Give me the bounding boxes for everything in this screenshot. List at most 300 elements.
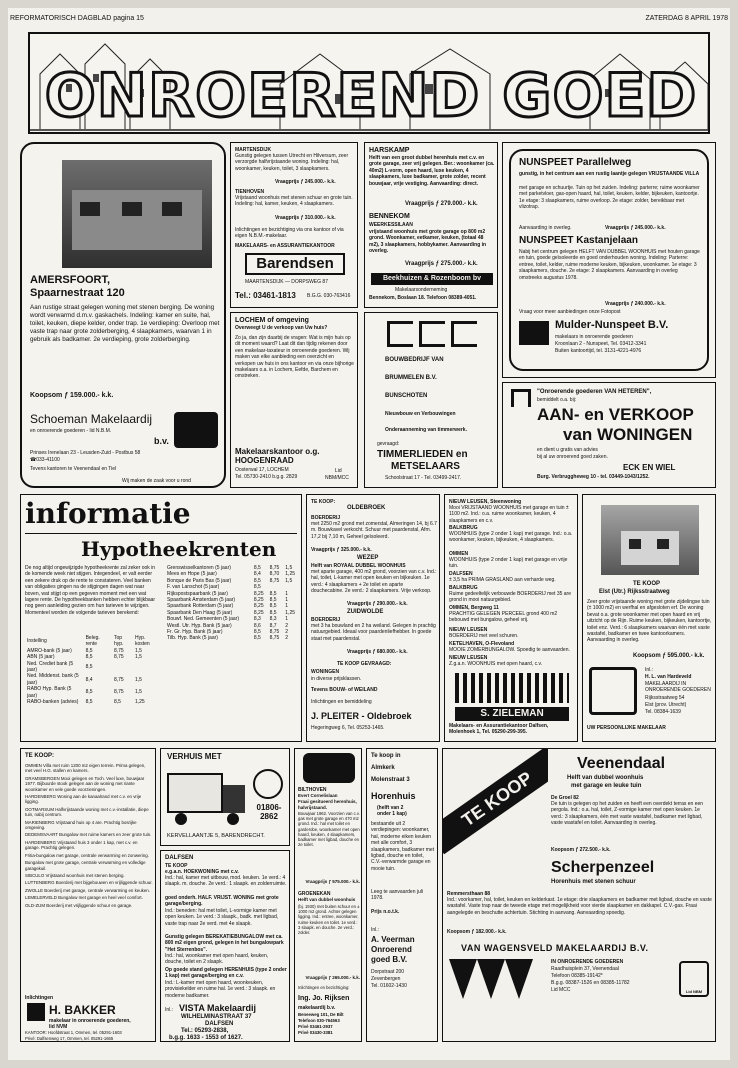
listing-item: Fritia-bungalow met garage, centrale verwarming en zonwering. bbox=[25, 852, 149, 858]
rates-cell: Spaarbank Rotterdam (5 jaar) bbox=[167, 603, 234, 610]
wezep-t2: met aparte garage, 400 m2 grond, voorzien van c.v. Ind.: hal, toilet, L-kamer met open keuken en bijkeuken. 1e verd.: 4 slaapkamers + 2e toilet en aparte douchecabine. 2e verd.: 2 slaapkamers. Vrije verkoop. bbox=[311, 569, 437, 595]
col-header: Top hyp. bbox=[113, 635, 124, 648]
rates-cell: 8,5 bbox=[85, 699, 93, 706]
vista-phone: Tel.: 05293-2838, bbox=[181, 1028, 229, 1034]
truck-illustration bbox=[167, 765, 247, 825]
hardeveld-phone: Tel. 08384-1639 bbox=[645, 709, 681, 715]
groenekan-p2: Vraagprijs ƒ 265.000.- k.k. bbox=[305, 975, 360, 980]
rates-cell: 8,3 bbox=[269, 616, 277, 623]
rates-cell: 8,75 bbox=[113, 676, 124, 683]
marten-info: Inlichtingen en bezichtiging via ons kantoor of via eigen N.B.M.-makelaar. bbox=[235, 227, 344, 240]
listing-item: OLD-ZUM Boerderij met vrijliggende schuur en garage. bbox=[25, 902, 133, 908]
dalfsen-t2: Ind.: beneden: hal met toilet, L-vormige kamer met open keuken. 1e verd.: 3 slaapk., badk. met ligbad, vaste trap naar 2e verd. met 4e slaapk. bbox=[165, 908, 279, 927]
bbb-city: BUNSCHOTEN bbox=[385, 393, 428, 399]
rates-cell: 8,6 bbox=[253, 622, 261, 629]
listing-item: ZWOLLE Boerderij met garage, centrale verwarming en keuken. bbox=[25, 887, 150, 893]
lochem-lid: Lid bbox=[335, 468, 342, 474]
oldebroek-h1: BOERDERIJ bbox=[311, 515, 341, 521]
veenendaal-p1: Koopsom ƒ 272.500.- k.k. bbox=[551, 847, 611, 853]
bbb-address: Schoolstraat 17 - Tel. 03499-2417. bbox=[385, 475, 462, 481]
schoeman-name: Schoeman Makelaardij bbox=[30, 412, 153, 426]
rates-cell: F. van Lanschot (5 jaar) bbox=[167, 584, 220, 591]
vista-phone2: b.g.g. 1633 - 1553 of 1627. bbox=[169, 1035, 243, 1041]
harskamp-head: HARSKAMP bbox=[369, 147, 410, 154]
dalfsen-h1: e.g.a.n. HOEKWONING met c.v. bbox=[165, 869, 239, 875]
leusen-h8: KETELHAVEN, O-Flevoland bbox=[449, 641, 515, 647]
bakker-tk: TE KOOP: bbox=[25, 753, 55, 759]
ad-pleiter bbox=[306, 494, 440, 742]
bilthoven-sub: Evert Cornelislaan bbox=[298, 793, 338, 798]
marten-phone: Tel.: 03461-1813 bbox=[235, 291, 296, 300]
almkerk-l2: Almkerk bbox=[371, 765, 395, 771]
rates-cell: 8,5 bbox=[269, 603, 277, 610]
dalfsen-h4: Op goede stand gelegen HERENHUIS (type 2 onder 1 kap) met garage/berging en c.v. bbox=[165, 967, 287, 980]
bbb-gevraagd: gevraagd: bbox=[377, 441, 400, 447]
rates-cell: 8,5 bbox=[253, 565, 261, 571]
harskamp-text: Helft van een groot dubbel herenhuis met c.v. en grote garage, zeer vrij gelegen. Ber.: woonkamer (ca. 40m2) L-vorm, open haard, luxe keuken, 4 slaapkamers, luxe badkamer, grote zolder, recent bouwjaar, vrije vestiging. Aanvaarding: direct. bbox=[369, 155, 495, 187]
hardeveld-inl: Inl.: bbox=[645, 667, 654, 673]
heteren-logo bbox=[511, 389, 531, 407]
bakker-logo bbox=[27, 1003, 45, 1021]
nunspeet-head2: NUNSPEET Kastanjelaan bbox=[519, 235, 638, 246]
rates-header-row bbox=[25, 635, 161, 648]
header-left: REFORMATORISCH DAGBLAD pagina 15 bbox=[10, 15, 144, 22]
rates-cell: 8,75 bbox=[269, 565, 280, 571]
rates-cell: Bouwf. Ned. Gemeenten (5 jaar) bbox=[167, 616, 239, 623]
nunspeet-price1: Vraagprijs ƒ 245.000.- k.k. bbox=[605, 225, 666, 231]
bilthoven-head: BILTHOVEN bbox=[298, 787, 327, 793]
listing-item: GRAMSBERGEN Mooi gelegen en Toch. Veel luxe, bouwjaar 1977. Bijbuurde stook gelegen aan de woning met riante woonkamer en vele goede voorzieningen. bbox=[25, 775, 145, 792]
rates-rows-right bbox=[165, 565, 299, 642]
hardeveld-bottom: UW PERSOONLIJKE MAKELAAR bbox=[587, 725, 666, 731]
schoeman-sub: en onroerende goederen - lid N.B.M. bbox=[30, 428, 112, 434]
schoeman-address: Prinses Irenelaan 23 - Leusden-Zuid - Postbus 58 bbox=[30, 450, 141, 456]
bennekom-sub: WEERKESSILAAN bbox=[369, 222, 413, 228]
wagensveld-address: Raadhuisplein 37, Veenendaal bbox=[551, 966, 619, 972]
rates-cell: 1 bbox=[285, 603, 289, 610]
dalfsen-h3: Gunstig gelegen BEREKATIEBUNGALOW met ca. 800 m2 eigen grond, gelegen in het bungalowpark "Het Sterrenbos". bbox=[165, 934, 284, 953]
newspaper-page bbox=[8, 8, 730, 1060]
nunspeet-more: Vraag voor meer aanbiedingen onze Fotopost bbox=[519, 309, 621, 315]
leusen-t5: Ruime gedeeltelijk verbouwde BOERDERIJ met 35 are grond in mooi natuurgebied. bbox=[449, 591, 571, 604]
elst-text: Zeer grote vrijstaande woning met grote zijdelingse tuin (± 1000 m2) en werfhal en afgesloten erf. De woning bevat o.a. grote woonkamer met open haard en vrij uitzicht op de Rijn. Ruime keuken, bijkeuken, kantoortje, toilet enz. Verd.: 6 slaapkamers waarvan één met vaste wastafel, badkamer en twee kantoorkamers. Aanvaarding in overleg. bbox=[587, 599, 712, 644]
rates-cell bbox=[133, 661, 161, 674]
pleiter-firm: J. PLEITER - Oldebroek bbox=[311, 711, 412, 721]
rates-cell: Ned. Middenst. bank (5 jaar) bbox=[27, 673, 79, 686]
vista-city: DALFSEN bbox=[205, 1021, 234, 1027]
wezep-h2: Helft van ROYAAL DUBBEL WOONHUIS bbox=[311, 563, 406, 569]
veenendaal-head: Veenendaal bbox=[577, 755, 666, 772]
ad-mulder-nunspeet bbox=[502, 142, 716, 378]
rates-cell: 8,25 bbox=[253, 609, 264, 616]
rates-cell: 8,75 bbox=[113, 647, 124, 654]
marten-head2: TIENHOVEN bbox=[235, 189, 265, 195]
ad-van-hardeveld bbox=[582, 494, 716, 742]
villa-photo bbox=[601, 505, 699, 575]
bakker-lid: lid NVM bbox=[49, 1024, 68, 1030]
rates-cell: 8,5 bbox=[253, 577, 261, 584]
rates-cell: 1,5 bbox=[134, 689, 142, 696]
oldebroek-t6: Inlichtingen en bemiddeling bbox=[311, 699, 372, 705]
informatie-hypotheekrenten bbox=[20, 494, 302, 742]
heteren-line1: "Onroerende goederen VAN HETEREN", bbox=[537, 389, 652, 395]
listing-item: DEDEMSVAART Bungalow met ruime kamers en zeer grote tuin. bbox=[25, 832, 152, 838]
veenendaal-t1: De tuin is gelegen op het zuiden en heeft een overdekt terras en een pergola. Ind.: o.a. hal, toilet, Z-vormige kamer met open keuken. 1e verd.: 3 slaapkamers, één met vaste wastafel, badkamer met ligbad, vaste wastafel en toilet. Aanvaarding in overleg. bbox=[551, 801, 704, 827]
hardeveld-sub: MAKELAARDIJ IN ONROERENDE GOEDEREN bbox=[645, 681, 711, 694]
almkerk-l5: (helft van 2 bbox=[377, 805, 404, 811]
leusen-h2: BALKBRUG bbox=[449, 525, 478, 531]
leusen-t6: PRACHTIG GELEGEN PERCEEL grond 400 m2 bebouwd met bungalow, geheel vrij. bbox=[449, 611, 558, 624]
elst-tk: TE KOOP bbox=[633, 581, 661, 587]
scherpenzeel-head: Scherpenzeel bbox=[551, 859, 655, 876]
veerman-firm3: goed B.V. bbox=[371, 955, 408, 964]
amersfoort-text: Aan rustige straat gelegen woning met stenen berging. De woning wordt verwarmd d.m.v. gaskachels. Indeling: kamer en suite, hal, toilet, keuken, diepe kelder, onder trap. 1e verdieping: Overloop met vaste trap naar grote zolderberging, 4 slaapkamers, waarvan 1 in gebruik als badkamer. 2e verdieping, grote zolderberging. bbox=[30, 304, 220, 343]
rates-cell: 8,5 bbox=[85, 654, 93, 661]
wagensveld-logo bbox=[449, 959, 535, 1005]
bbb-sub2: Onderaanneming van timmerwerk. bbox=[385, 427, 467, 433]
wagensveld-phone: Telefoon 08385-19142* bbox=[551, 973, 603, 979]
vista-firm: VISTA Makelaardij bbox=[179, 1003, 257, 1013]
lochem-text: Zo ja, dan zijn daarbij de vragen: Wat is mijn huis op dit moment waard? Laat dit dan tijdig rekenen door een makelaar-taxateur in onroerende goederen. Wij maken van elke aanbieding een overzicht en verkopen uw huis in ons kantoor en via onze bijhorige makelaars o.a. in Lochem, Eefde, Barchem en omstreken. bbox=[235, 335, 354, 380]
wezep-p2: Vraagprijs ƒ 290.000.- k.k. bbox=[347, 601, 408, 607]
rijksen-firm: Ing. Jo. Rijksen bbox=[298, 995, 350, 1002]
marten-price2: Vraagprijs ƒ 310.000.- k.k. bbox=[275, 215, 336, 221]
schoeman-slogan: Wij maken de zaak voor u rond bbox=[122, 478, 191, 484]
bilthoven-t1: Bouwjaar 1962. Voorzien van c.v. gas met grote garage en 470 m2 grond. Ind.: hal met toilet en garderobe, woonkamer met open haard, keuken, 4 slaapkamers, badkamer met ligbad, douche en 2e toilet. bbox=[298, 811, 360, 848]
rates-rows-left bbox=[25, 648, 161, 706]
schoeman-phone: ☎033-41100 bbox=[30, 457, 60, 463]
banner bbox=[28, 32, 710, 134]
rates-cell: 8,7 bbox=[269, 622, 277, 629]
vista-address: WILHELMINASTRAAT 37 bbox=[181, 1014, 252, 1020]
rates-cell: RABO Hyp. Bank (5 jaar) bbox=[27, 686, 72, 699]
house-photo bbox=[62, 160, 212, 268]
oldebroek-t4: in diverse prijsklassen. bbox=[311, 676, 362, 682]
rates-cell: Spaarbank Den Haag (5 jaar) bbox=[167, 609, 233, 616]
leusen-h1: NIEUW LEUSEN, Steenwoning bbox=[449, 499, 522, 505]
rates-cell: 8,25 bbox=[253, 597, 264, 604]
nunspeet-sub1: gunstig, in het centrum aan een rustig laantje gelegen VRIJSTAANDE VILLA bbox=[519, 171, 700, 177]
leusen-t9: Z.g.a.n. WOONHUIS met open haard, c.v. bbox=[449, 661, 542, 667]
nbm-badge-label: Lid NBM bbox=[685, 989, 703, 994]
almkerk-aanv: Leeg te aanvaarden juli 1978. bbox=[371, 889, 423, 902]
verhuis-head: VERHUIS MET bbox=[167, 752, 222, 761]
listing-item: LEMELERVELD Bungalow met garage en heel veel comfort. bbox=[25, 895, 143, 901]
ad-vista bbox=[160, 850, 290, 1042]
groenekan-h2: Helft van dubbel woonhuis bbox=[298, 897, 356, 902]
schoeman-bv: b.v. bbox=[154, 436, 169, 446]
hardeveld-logo bbox=[589, 667, 637, 715]
rates-cell: 1,5 bbox=[285, 577, 293, 584]
rates-row bbox=[165, 635, 299, 641]
ad-rijksen bbox=[294, 748, 362, 1042]
vista-inl: Inl.: bbox=[165, 1007, 174, 1013]
ad-van-brummelen bbox=[364, 312, 498, 488]
rates-cell: 8,5 bbox=[269, 590, 277, 597]
listing-item: HARDENBERG Woning aan de kanaalrand met c.v. en vrije ligging. bbox=[25, 794, 142, 805]
schoeman-footer: Tevens kantoren te Veenendaal en Tiel bbox=[30, 466, 117, 472]
oldebroek-p1: Vraagprijs ƒ 325.000.- k.k. bbox=[311, 547, 372, 553]
rates-cell bbox=[112, 661, 133, 674]
leusen-t2: WOONHUIS (type 2 onder 1 kap) met garage. Ind.: o.a. woonkamer, keuken, bijkeuken, 4 slaapkamers. bbox=[449, 531, 573, 544]
rijksen-sub: makelaardij b.v. bbox=[298, 1005, 336, 1011]
mulder-logo bbox=[519, 321, 549, 345]
verhuis-address: KERVELLAANTJE 5, BARENDRECHT. bbox=[167, 833, 265, 839]
veerman-firm: A. Veerman bbox=[371, 935, 415, 944]
rates-cell: 1 bbox=[285, 590, 289, 597]
rates-cell: Ned. Crediet bank (5 jaar) bbox=[27, 660, 74, 674]
rates-row bbox=[25, 661, 161, 674]
rates-cell: 8,75 bbox=[113, 689, 124, 696]
lochem-lid2: NBM/MCC bbox=[325, 475, 349, 481]
rijksen-phone3: Privé 03430-3381 bbox=[298, 1030, 333, 1035]
bennekom-head: BENNEKOM bbox=[369, 213, 410, 220]
listing-item: MARIENBERG Vrijstaand huis op 4 are. Prachtig bosrijke omgeving. bbox=[25, 819, 137, 831]
nunspeet-head1: NUNSPEET Parallelweg bbox=[519, 157, 632, 168]
oldebroek-tk2: TE KOOP GEVRAAGD: bbox=[337, 661, 392, 667]
hardeveld-firm: H. L. van Hardeveld bbox=[645, 674, 692, 680]
rates-row bbox=[25, 673, 161, 686]
leusen-h4: DALFSEN bbox=[449, 571, 473, 577]
rates-cell: 8,75 bbox=[113, 654, 124, 661]
dalfsen-tk: TE KOOP bbox=[165, 863, 188, 869]
marten-head1: MARTENSDIJK bbox=[235, 147, 272, 153]
barendsen-logo: Barendsen bbox=[245, 253, 345, 275]
oldebroek-head: OLDEBROEK bbox=[347, 505, 386, 511]
nunspeet-text1: met garage en schuurtje. Tuin op het zuiden. Indeling: parterre; ruime woonkamer met parketvloer, gas-open haard, hal, toilet, keuken, kelder, bijkeuken, kantoortje. 1e etage: 3 slaapkamers, ruime overloop. 2e etage: zolder, bereikbaar met vlizotrap. bbox=[519, 185, 700, 211]
verhuis-phone: 01806-2862 bbox=[256, 803, 282, 821]
mulder-firm: Mulder-Nunspeet B.V. bbox=[555, 319, 669, 331]
zuidwolde-h3: BOERDERIJ bbox=[311, 617, 341, 623]
ad-van-wagensveld bbox=[442, 748, 716, 1042]
rates-cell: 2 bbox=[285, 635, 289, 642]
rates-cell: 1,5 bbox=[134, 647, 142, 654]
amersfoort-title2: Spaarnestraat 120 bbox=[30, 287, 125, 299]
listing-item: OOTMARSUM Halfvrijstaande woning met c.v.-installatie, diepe tuin, nabij centrum. bbox=[25, 806, 149, 818]
verhuis-badge bbox=[253, 769, 283, 799]
rates-cell: 8,5 bbox=[85, 647, 93, 654]
rates-cell: 1,25 bbox=[285, 571, 296, 578]
dalfsen-t1: Ind.: hal, kamer met uitbouw, mod. keuken. 1e verd.: 4 slaapk. m. douche. 2e verd.: 1 slaapk. en zolderruimte. bbox=[165, 875, 287, 888]
hardeveld-address2: Elst (prov. Utrecht) bbox=[645, 702, 687, 708]
wagensveld-lid: Lid MCC bbox=[551, 987, 571, 993]
heteren-line3: en dient u gratis van advies bbox=[537, 447, 598, 453]
bakker-info: Inlichtingen bbox=[25, 995, 54, 1001]
oldebroek-h4: WONINGEN bbox=[311, 669, 340, 675]
almkerk-text: bestaande uit 2 verdiepingen: woonkamer, hal, moderne eiken keuken met alle comfort, 3 slaapkamers, badkamer met ligbad, douche en toilet, C.V.-verwarmde garage en mooie tuin. bbox=[371, 821, 435, 872]
informatie-text: De nog altijd ongewijzigde hypotheekrente zal zeker ook in de komende week niet stijgen. Integendeel, er valt eerder een zekere druk op de rente te constateren. Veel banken van obligaties gingen na de stijgingen dagen wat naar boven, wat stijgt op een gegeven moment met een wat lagere rente. De hypotheekbanken hebben echter blijkbaar nog geen aanleiding gezien om hun tarieven te wijzigen. Momenteel worden de volgende tarieven berekend: bbox=[25, 565, 156, 616]
informatie-title: informatie bbox=[25, 497, 191, 530]
marten-price1: Vraagprijs ƒ 245.000.- k.k. bbox=[275, 179, 336, 185]
rates-cell: 2 bbox=[285, 622, 289, 629]
bbb-job1: TIMMERLIEDEN en bbox=[377, 449, 468, 460]
ad-van-heteren bbox=[502, 382, 716, 488]
rates-cell: 8,5 bbox=[253, 629, 261, 636]
dalfsen-t4: Ind.: L-kamer met open haard, woonkeuken, provisiekelder en ruime hal. 1e verd.: 3 slaapk. en moderne badkamer. bbox=[165, 980, 276, 999]
zieleman-firm: S. ZIELEMAN bbox=[455, 707, 569, 721]
leusen-h7: NIEUW LEUSEN bbox=[449, 627, 488, 633]
lochem-phone: Tel. 05730-2410 b.g.g. 2829 bbox=[235, 474, 298, 480]
listing-item: Bungalow met grote garage, centrale verwarming en volledige garagekuil. bbox=[25, 860, 146, 871]
rates-cell: 1 bbox=[285, 597, 289, 604]
marten-text1: Gunstig gelegen tussen Utrecht en Hilversum, zeer verzorgde halfvrijstaande woning. Indeling: hal, woonkamer, keuken, toilet, 3 slaapkamers. bbox=[235, 153, 349, 172]
marten-firm-top: MAKELAARS- en ASSURANTIEKANTOOR bbox=[235, 243, 335, 249]
bbb-logo bbox=[387, 321, 477, 347]
rates-table-left bbox=[25, 635, 161, 705]
hardeveld-address: Rijksstraatweg 54 bbox=[645, 695, 685, 701]
rates-cell: 2 bbox=[285, 629, 289, 636]
bennekom-price: Vraagprijs ƒ 275.000.- k.k. bbox=[405, 261, 478, 267]
rates-cell: 8,5 bbox=[253, 635, 261, 642]
rates-cell: Spaarbank Amsterdam (5 jaar) bbox=[167, 597, 236, 604]
col-header: Instelling bbox=[27, 638, 47, 645]
scherpenzeel-t2: Ind.: voorkamer, hal, toilet, keuken en kelderkast. 1e etage: drie slaapkamers en badkamer met ligbad, douche en vaste wastafel. Vaste trap naar de tweede etage met mogelijkheid voor vierde slaapkamer en dakkapel. C.V.-gas. Fraai aangelegde en beschutte achtertuin. Stichting in aanvang. Aanvaarding spoedig. bbox=[447, 897, 712, 916]
rates-row bbox=[25, 686, 161, 699]
listing-item: OMMEN Villa met ruim 1200 m2 eigen terrein. Prima gelegen, met veel H.G. stallen en kamers. bbox=[25, 763, 146, 774]
rates-cell: 8,5 bbox=[269, 597, 277, 604]
veenendaal-sub: Helft van dubbel woonhuis bbox=[567, 775, 644, 781]
zuidwolde-p3: Vraagprijs ƒ 680.000.- k.k. bbox=[347, 649, 408, 655]
oldebroek-t1: met 2250 m2 grond met zomerstal, Almeringen 14, bj 6.7 m. Bouwkavel verkocht. Schuur met paardenstal, Afm. 17,2 bij 7,10 m, Geheel geïsoleerd. bbox=[311, 521, 437, 540]
zuidwolde-head: ZUIDWOLDE bbox=[347, 609, 384, 615]
heteren-line4: bij al uw onroerend goed zaken. bbox=[537, 454, 608, 460]
leusen-t1: Mooi VRIJSTAAND WOONHUIS met garage en tuin ± 1100 m2. Ind.: o.a. ruime woonkamer, keuken, 4 slaapkamers en c.v. bbox=[449, 505, 569, 524]
rates-cell: 1,5 bbox=[285, 565, 293, 571]
beekhuizen-address: Bennekom, Boslaan 18. Telefoon 08389-4051. bbox=[369, 295, 477, 301]
rijksen-logo bbox=[303, 753, 355, 783]
bakker-address: KANTOOR: Hoofdstraat 1, Ommen, tel. 05291-1603 bbox=[25, 1030, 122, 1035]
heteren-line2: bemiddelt o.a. bij: bbox=[537, 397, 577, 403]
rates-cell: AMRO-bank (5 jaar) bbox=[27, 647, 72, 654]
bakker-firm: H. BAKKER bbox=[49, 1003, 116, 1017]
oldebroek-t5: Tevens BOUW- of WEILAND bbox=[311, 687, 378, 693]
ad-hoogenraad bbox=[230, 312, 358, 488]
almkerk-l3: Molenstraat 3 bbox=[371, 777, 410, 783]
lochem-head: LOCHEM of omgeving bbox=[235, 317, 309, 324]
wagensveld-firm: VAN WAGENSVELD MAKELAARDIJ B.V. bbox=[461, 943, 649, 953]
almkerk-l1: Te koop in bbox=[371, 753, 401, 759]
lochem-sub: Overweegt U de verkoop van Uw huis? bbox=[235, 325, 328, 331]
informatie-subtitle: Hypotheekrenten bbox=[81, 537, 277, 561]
scherpenzeel-sub: Horenhuis met stenen schuur bbox=[551, 879, 636, 885]
rates-cell: Tilb. Hyp. Bank (5 jaar) bbox=[167, 635, 218, 642]
leusen-h9: NIEUW LEUSEN bbox=[449, 655, 488, 661]
zieleman-logo bbox=[455, 673, 569, 703]
leusen-t4: ± 3,5 ha PRIMA GRASLAND aan verharde weg. bbox=[449, 577, 556, 583]
rates-cell: 8,75 bbox=[269, 635, 280, 642]
amersfoort-title1: AMERSFOORT, bbox=[30, 274, 111, 286]
rates-cell: 1,25 bbox=[285, 609, 296, 616]
leusen-t8: MOOIE ZOMERBUNGALOW. Spoedig te aanvaarden. bbox=[449, 647, 570, 653]
bbb-name1: BOUWBEDRIJF VAN bbox=[385, 357, 444, 363]
rates-cell: 8,25 bbox=[253, 603, 264, 610]
rates-cell: RABO-banken (advies) bbox=[27, 699, 79, 706]
bbb-job2: METSELAARS bbox=[391, 461, 460, 472]
nunspeet-price2: Vraagprijs ƒ 240.000.- k.k. bbox=[605, 301, 666, 307]
elst-head: Elst (Utr.) Rijksstraatweg bbox=[599, 589, 670, 595]
veerman-firm2: Onroerend bbox=[371, 945, 412, 954]
schoeman-logo bbox=[174, 412, 218, 448]
rates-cell: 8,25 bbox=[253, 590, 264, 597]
almkerk-l4: Horenhuis bbox=[371, 791, 416, 801]
heteren-address: Burg. Verbruggheweg 10 - tel. 03449-1043/1252. bbox=[537, 474, 650, 480]
ad-bakker bbox=[20, 748, 156, 1042]
rates-table-right bbox=[165, 565, 299, 642]
mulder-address: Kroonlaan 2 - Nunspeet, Tel. 03412-3341 bbox=[555, 341, 647, 347]
listing-item: SIBCULO Vrijstaand woonhuis met stenen berging. bbox=[25, 872, 125, 878]
oldebroek-tk: TE KOOP: bbox=[311, 499, 336, 505]
header-right: ZATERDAG 8 APRIL 1978 bbox=[645, 15, 728, 22]
elst-price: Koopsom ƒ 595.000.- k.k. bbox=[633, 653, 705, 659]
wagensveld-sub: IN ONROERENDE GOEDEREN bbox=[551, 959, 624, 965]
beekhuizen-sub: Makelaarsonderneming bbox=[395, 287, 448, 293]
dalfsen-h2: goed onderh. HALF. VRIJST. WONING met grote garage/berging. bbox=[165, 895, 279, 908]
banner-title: ONROEREND GOED bbox=[44, 61, 698, 131]
rates-cell: 8,5 bbox=[269, 609, 277, 616]
col-header: Hyp. kosten bbox=[134, 635, 150, 648]
leusen-h6: OMMEN, Bergweg 11 bbox=[449, 605, 499, 611]
rates-cell: 1,5 bbox=[134, 654, 142, 661]
nbm-badge bbox=[679, 961, 709, 997]
listing-item: LUTTENBERG Boerderij met bijgebouwen en vrijliggende schuur. bbox=[25, 880, 153, 886]
almkerk-l6: onder 1 kap) bbox=[377, 811, 407, 817]
leusen-t7: BOERDERIJ met veel schuren. bbox=[449, 633, 519, 639]
scherpenzeel-p2: Koopsom ƒ 182.000.- k.k. bbox=[447, 929, 507, 935]
harskamp-price: Vraagprijs ƒ 279.000.- k.k. bbox=[405, 201, 478, 207]
rates-row bbox=[25, 699, 161, 705]
marten-text2: Vrijstaand woonhuis met stenen schuur en grote tuin. Indeling: hal, kamer, keuken, 4 slaapkamers. bbox=[235, 195, 353, 208]
col-header: Beleg. rente bbox=[85, 635, 100, 648]
groenekan-head: GROENEKAN bbox=[298, 891, 331, 897]
leusen-t3: WOONHUIS (type 2 onder 1 kap) met garage en vrije tuin. bbox=[449, 557, 568, 570]
listing-item: HARDENBERG Vrijstaand huis 3 onder 1 kap, met c.v. en garage. Prachtig gelegen. bbox=[25, 839, 138, 851]
rates-cell: 8,4 bbox=[253, 571, 261, 578]
ad-beekhuizen bbox=[364, 142, 498, 308]
veerman-city: Zevenbergen bbox=[371, 976, 401, 982]
dalfsen-t3: Ind.: hal, woonkamer met open haard, keuken, douche, toilet en 2 slaapk. bbox=[165, 953, 269, 966]
rates-cell: 8,3 bbox=[253, 616, 261, 623]
bakker-sub: makelaar in onroerende goederen, bbox=[49, 1018, 131, 1024]
veenendaal-h1: De Groel 82 bbox=[551, 795, 579, 801]
bbb-name2: BRUMMELEN B.V. bbox=[385, 375, 437, 381]
veenendaal-sub2: met garage en leuke tuin bbox=[571, 783, 642, 789]
veerman-inl: Inl.: bbox=[371, 927, 380, 933]
groenekan-t2: (bj. 1930) met buiten schuur en ± 1000 m2 grond. Achter gelegen ligging. Ind.: entree, woonkamer, ruime keuken en toilet. 1e verd.: 3 slaapk. en douche. 2e verd.: zolder. bbox=[298, 904, 360, 936]
ad-zieleman bbox=[444, 494, 578, 742]
almkerk-price: Prijs n.o.t.k. bbox=[371, 909, 400, 915]
bakker-listings bbox=[25, 763, 153, 910]
lochem-firm2: HOOGENRAAD bbox=[235, 456, 294, 465]
rijksen-phone2: Privé 03461-2937 bbox=[298, 1024, 333, 1029]
scherpenzeel-h2: Remmersthaan 88 bbox=[447, 891, 491, 897]
rates-cell: Rijkspostspaarbank (5 jaar) bbox=[167, 590, 228, 597]
rates-cell: 1,5 bbox=[134, 676, 142, 683]
rates-cell: Westl. Utr. Hyp. Bank (5 jaar) bbox=[167, 622, 232, 629]
zieleman-address: Makelaars- en Assurantiekantoor Dalfsen, Molenhoek 1, Tel. 05290-299-395. bbox=[449, 723, 549, 736]
rates-cell: 8,75 bbox=[269, 577, 280, 584]
wezep-head: WEZEP bbox=[357, 555, 379, 561]
heteren-big1: AAN- en VERKOOP bbox=[537, 405, 694, 424]
ad-verhuis bbox=[160, 748, 290, 846]
pleiter-address: Hegeringweg 6, Tel. 05253-1465. bbox=[311, 725, 385, 731]
bilthoven-h1: Fraai gesitueerd herenhuis, halvrijstaand. bbox=[298, 799, 357, 810]
rates-cell: 8,70 bbox=[269, 571, 280, 578]
rates-cell: 8,5 bbox=[113, 699, 121, 706]
heteren-firm: ECK EN WIEL bbox=[623, 463, 676, 472]
rates-cell: 8,5 bbox=[85, 689, 93, 696]
marten-address: MAARTENSDIJK — DORPSWEG 87 bbox=[245, 279, 328, 285]
mulder-sub: makelaars in onroerende goederen bbox=[555, 334, 633, 340]
